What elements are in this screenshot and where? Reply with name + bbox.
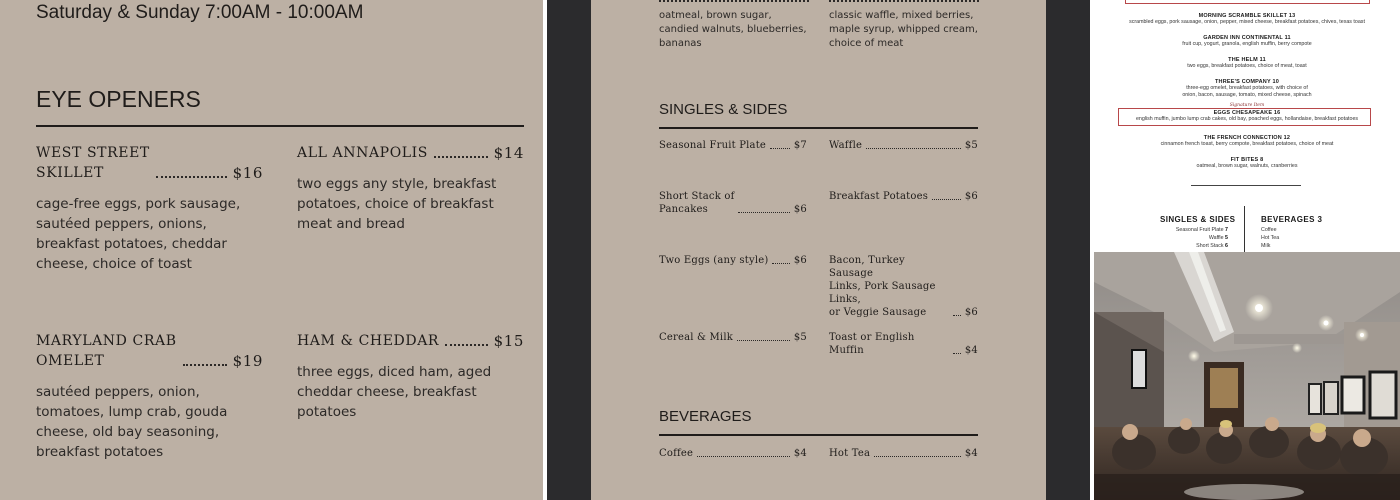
menu-item-title: THE FRENCH CONNECTION 12 bbox=[1203, 135, 1291, 141]
restaurant-interior-image bbox=[1094, 252, 1400, 500]
side-item-price: $6 bbox=[964, 191, 978, 202]
signature-item-label: Signature Item bbox=[1229, 103, 1265, 108]
section-title-singles-sides: SINGLES & SIDES bbox=[1160, 215, 1236, 224]
side-item-name: Waffle bbox=[1208, 235, 1224, 241]
beverage-item: Milk bbox=[1261, 243, 1271, 249]
side-item bbox=[829, 139, 978, 152]
side-item-name: Waffle bbox=[829, 140, 863, 151]
menu-item-title: GARDEN INN CONTINENTAL 11 bbox=[1203, 35, 1291, 41]
beverage-item-name: Coffee bbox=[659, 448, 694, 459]
beverage-item bbox=[659, 447, 807, 460]
menu-item bbox=[1094, 57, 1400, 70]
dot-leader bbox=[953, 315, 961, 316]
menu-item-description: oatmeal, brown sugar, walnuts, cranberries bbox=[1196, 163, 1298, 169]
menu-item-description: classic waffle, mixed berries, maple syrup, whipped cream, choice of meat bbox=[829, 10, 978, 49]
dot-leader bbox=[697, 456, 790, 457]
section-divider bbox=[659, 434, 978, 436]
dot-leader bbox=[866, 148, 961, 149]
dot-leader bbox=[737, 340, 790, 341]
hours-text: Saturday & Sunday 7:00AM - 10:00AM bbox=[36, 2, 364, 23]
side-item bbox=[659, 331, 807, 344]
side-item-price: 5 bbox=[1225, 235, 1228, 241]
beverage-item bbox=[829, 447, 978, 460]
dot-leader bbox=[770, 148, 790, 149]
menu-item-name: WEST STREET SKILLET bbox=[36, 145, 150, 181]
menu-panel-eye-openers bbox=[0, 0, 543, 500]
menu-item-description: three-egg omelet, breakfast potatoes, with choice of onion, bacon, sausage, tomato, mixed cheese, spinach bbox=[1182, 85, 1312, 98]
side-item bbox=[829, 331, 978, 357]
menu-item-name: ALL ANNAPOLIS bbox=[297, 145, 428, 161]
side-item-name: Short Stack of Pancakes bbox=[659, 191, 735, 215]
side-item-price: $5 bbox=[793, 332, 807, 343]
menu-item-name: MARYLAND CRAB OMELET bbox=[36, 333, 177, 369]
menu-item-title: EGGS CHESAPEAKE 16 bbox=[1213, 110, 1281, 116]
menu-item bbox=[1094, 135, 1400, 148]
menu-item bbox=[1094, 79, 1400, 98]
menu-item-title: THE HELM 11 bbox=[1228, 57, 1266, 63]
side-item-name: Breakfast Potatoes bbox=[829, 191, 929, 202]
beverage-item-name: Hot Tea bbox=[829, 448, 871, 459]
side-item-price: 6 bbox=[1225, 243, 1228, 249]
side-item bbox=[829, 190, 978, 203]
menu-item-description: sautéed peppers, onion, tomatoes, lump crab, gouda cheese, old bay seasoning, breakfast potatoes bbox=[36, 384, 228, 460]
menu-photo-frame bbox=[547, 0, 1090, 500]
menu-item bbox=[1094, 13, 1400, 26]
side-item-price: $7 bbox=[793, 140, 807, 151]
beverage-item-price: $4 bbox=[793, 448, 807, 459]
menu-item-title: THREE'S COMPANY 10 bbox=[1215, 79, 1279, 85]
menu-item-title: FIT BITES 8 bbox=[1230, 157, 1264, 163]
side-item-name: Cereal & Milk bbox=[659, 332, 733, 343]
dot-leader bbox=[874, 456, 961, 457]
section-title-eye-openers: EYE OPENERS bbox=[36, 86, 201, 112]
side-item bbox=[659, 190, 807, 216]
side-item-name: Seasonal Fruit Plate bbox=[1175, 227, 1224, 233]
menu-item-price: $14 bbox=[493, 144, 524, 162]
menu-item-signature bbox=[1094, 110, 1400, 123]
highlight-box bbox=[1125, 0, 1370, 4]
dot-leader bbox=[445, 344, 488, 346]
menu-item-name: HAM & CHEDDAR bbox=[297, 333, 440, 349]
menu-item-description: cinnamon french toast, berry compote, breakfast potatoes, choice of meat bbox=[1160, 141, 1334, 147]
section-title-beverages: BEVERAGES 3 bbox=[1261, 215, 1323, 224]
side-item-name: Toast or English Muffin bbox=[829, 332, 915, 356]
menu-item-description: oatmeal, brown sugar, candied walnuts, blueberries, bananas bbox=[659, 10, 807, 49]
beverage-item: Hot Tea bbox=[1261, 235, 1280, 241]
menu-panel-printed bbox=[1094, 0, 1400, 252]
column-divider bbox=[1244, 206, 1245, 252]
section-title-beverages: BEVERAGES bbox=[659, 408, 752, 425]
section-divider bbox=[1191, 185, 1301, 186]
menu-item bbox=[1094, 35, 1400, 48]
side-item-name: Two Eggs (any style) bbox=[659, 255, 769, 266]
menu-item-price: $19 bbox=[232, 352, 263, 370]
side-item bbox=[829, 254, 978, 319]
dot-leader bbox=[156, 176, 227, 178]
dot-leader bbox=[829, 0, 979, 2]
side-item-price: $5 bbox=[964, 140, 978, 151]
side-item-price: $6 bbox=[793, 204, 807, 215]
menu-item-ham-cheddar bbox=[297, 331, 524, 422]
dot-leader bbox=[738, 212, 789, 213]
side-item-price: $4 bbox=[964, 345, 978, 356]
dot-leader bbox=[434, 156, 488, 158]
section-divider bbox=[36, 125, 524, 127]
menu-item-description: english muffin, jumbo lump crab cakes, old bay, poached eggs, hollandaise, breakfast potatoes bbox=[1135, 116, 1359, 122]
side-item-price: $6 bbox=[793, 255, 807, 266]
menu-item-description: two eggs any style, breakfast potatoes, choice of breakfast meat and bread bbox=[297, 176, 497, 232]
dot-leader bbox=[772, 263, 789, 264]
menu-item-description: three eggs, diced ham, aged cheddar cheese, breakfast potatoes bbox=[297, 364, 492, 420]
side-item bbox=[659, 254, 807, 267]
dot-leader bbox=[659, 0, 809, 2]
menu-item-description: fruit cup, yogurt, granola, english muffin, berry compote bbox=[1182, 41, 1312, 47]
menu-item-price: $15 bbox=[493, 332, 524, 350]
side-item bbox=[1134, 243, 1228, 249]
menu-item-description: two eggs, breakfast potatoes, choice of meat, toast bbox=[1187, 63, 1307, 69]
beverage-item-price: $4 bbox=[964, 448, 978, 459]
side-item bbox=[659, 139, 807, 152]
side-item-price: $6 bbox=[964, 307, 978, 318]
menu-item-maryland-crab-omelet bbox=[36, 331, 263, 462]
section-title-singles-sides: SINGLES & SIDES bbox=[659, 101, 788, 118]
side-item-price: 7 bbox=[1225, 227, 1228, 233]
section-divider bbox=[659, 127, 978, 129]
side-item-name: Short Stack bbox=[1196, 243, 1224, 249]
menu-item-west-street-skillet bbox=[36, 143, 263, 274]
side-item bbox=[1134, 227, 1228, 233]
dot-leader bbox=[932, 199, 961, 200]
menu-item-title: MORNING SCRAMBLE SKILLET 13 bbox=[1198, 13, 1296, 19]
side-item bbox=[1134, 235, 1228, 241]
menu-item-price: $16 bbox=[232, 164, 263, 182]
menu-item-all-annapolis bbox=[297, 143, 524, 234]
menu-item-description: scrambled eggs, pork sausage, onion, pepper, mixed cheese, breakfast potatoes, chives, texas toast bbox=[1129, 19, 1365, 25]
side-item-name: Seasonal Fruit Plate bbox=[659, 140, 767, 151]
menu-panel-singles-beverages bbox=[591, 0, 1046, 500]
dot-leader bbox=[953, 353, 961, 354]
dot-leader bbox=[183, 364, 227, 366]
menu-item-description: cage-free eggs, pork sausage, sautéed peppers, onions, breakfast potatoes, cheddar cheese, choice of toast bbox=[36, 196, 241, 272]
beverage-item: Coffee bbox=[1261, 227, 1277, 233]
restaurant-interior-photo bbox=[1094, 252, 1400, 500]
side-item-name: Bacon, Turkey Sausage Links, Pork Sausage Links, or Veggie Sausage bbox=[829, 255, 936, 318]
menu-item bbox=[1094, 157, 1400, 170]
